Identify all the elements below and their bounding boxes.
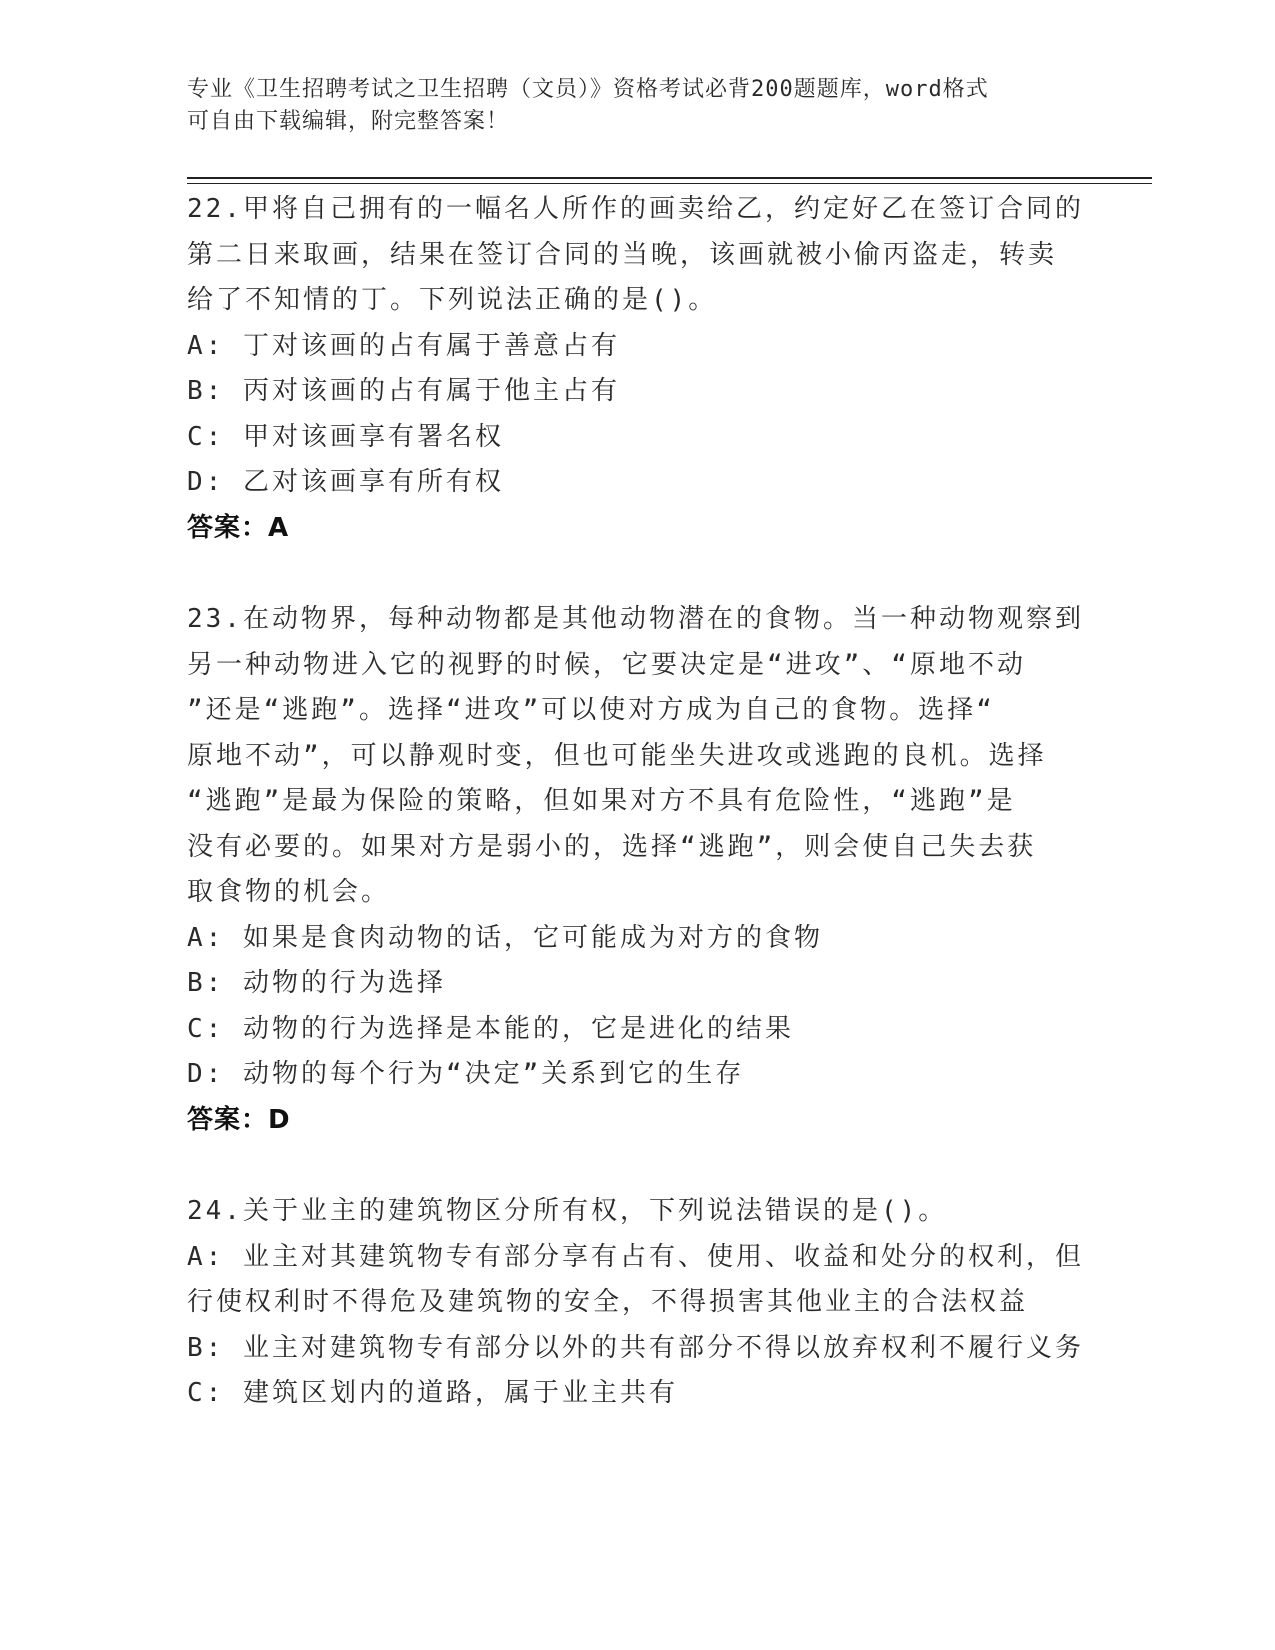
option-a: A: 业主对其建筑物专有部分享有占有、使用、收益和处分的权利，但 xyxy=(187,1241,1084,1272)
option-c: C: 建筑区划内的道路，属于业主共有 xyxy=(187,1378,678,1408)
header-line-1: 专业《卫生招聘考试之卫生招聘（文员）》资格考试必背200题题库，word格式 xyxy=(187,77,989,102)
option-c: C: 动物的行为选择是本能的，它是进化的结果 xyxy=(187,1013,794,1044)
option-b: B: 业主对建筑物专有部分以外的共有部分不得以放弃权利不履行义务 xyxy=(187,1332,1084,1363)
question-23 xyxy=(187,597,1087,1143)
option-a-continued: 行使权利时不得危及建筑物的安全，不得损害其他业主的合法权益 xyxy=(187,1287,1029,1317)
answer-label: 答案：D xyxy=(187,1104,291,1135)
option-d: D: 动物的每个行为“决定”关系到它的生存 xyxy=(187,1059,745,1089)
question-list xyxy=(187,187,1087,1417)
option-c: C: 甲对该画享有署名权 xyxy=(187,421,504,452)
document-header xyxy=(187,74,1087,138)
question-stem-line: 取食物的机会。 xyxy=(187,877,391,907)
question-stem-line: 原地不动”，可以静观时变，但也可能坐失进攻或逃跑的良机。选择 xyxy=(187,740,1047,771)
option-b: B: 动物的行为选择 xyxy=(187,968,446,998)
question-stem-line: 23.在动物界，每种动物都是其他动物潜在的食物。当一种动物观察到 xyxy=(187,604,1084,634)
question-stem-line: ”还是“逃跑”。选择“进攻”可以使对方成为自己的食物。选择“ xyxy=(187,695,995,725)
question-spacer xyxy=(187,1143,1087,1189)
option-a: A: 丁对该画的占有属于善意占有 xyxy=(187,330,620,361)
question-stem-line: 没有必要的。如果对方是弱小的，选择“逃跑”，则会使自己失去获 xyxy=(187,831,1037,862)
option-b: B: 丙对该画的占有属于他主占有 xyxy=(187,376,620,406)
header-divider-thin xyxy=(187,183,1152,184)
header-divider-thick xyxy=(187,177,1152,179)
question-stem-line: “逃跑”是最为保险的策略，但如果对方不具有危险性，“逃跑”是 xyxy=(187,786,1016,816)
question-stem-line: 24.关于业主的建筑物区分所有权，下列说法错误的是()。 xyxy=(187,1196,948,1226)
answer-label: 答案：A xyxy=(187,512,290,543)
question-stem-line: 另一种动物进入它的视野的时候，它要决定是“进攻”、“原地不动 xyxy=(187,649,1026,680)
header-line-2: 可自由下载编辑，附完整答案！ xyxy=(187,109,510,134)
question-stem-line: 22.甲将自己拥有的一幅名人所作的画卖给乙，约定好乙在签订合同的 xyxy=(187,194,1084,224)
option-d: D: 乙对该画享有所有权 xyxy=(187,467,504,497)
question-24 xyxy=(187,1189,1087,1417)
question-stem-line: 第二日来取画，结果在签订合同的当晚，该画就被小偷丙盗走，转卖 xyxy=(187,239,1058,270)
question-22 xyxy=(187,187,1087,551)
option-a: A: 如果是食肉动物的话，它可能成为对方的食物 xyxy=(187,922,823,953)
question-spacer xyxy=(187,551,1087,597)
question-stem-line: 给了不知情的丁。下列说法正确的是()。 xyxy=(187,285,718,315)
